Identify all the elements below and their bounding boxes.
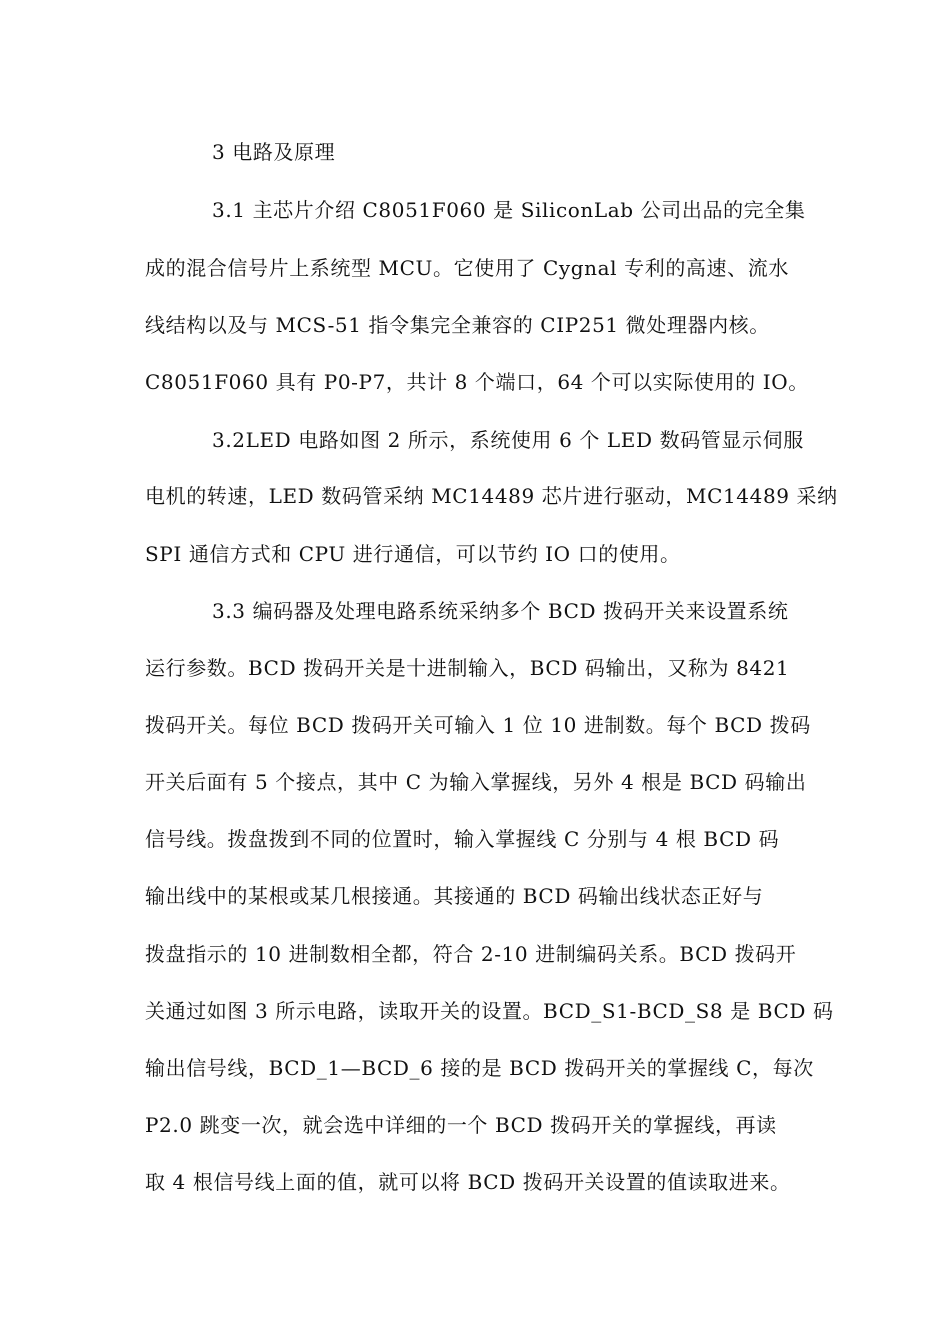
paragraph-line: 输出信号线，BCD_1—BCD_6 接的是 BCD 拨码开关的掌握线 C，每次 <box>145 1056 814 1080</box>
paragraph-line: 运行参数。BCD 拨码开关是十进制输入，BCD 码输出，又称为 8421 <box>145 656 790 680</box>
paragraph-line: C8051F060 具有 P0-P7，共计 8 个端口，64 个可以实际使用的 IO。 <box>145 370 809 394</box>
paragraph-line: SPI 通信方式和 CPU 进行通信，可以节约 IO 口的使用。 <box>145 542 681 566</box>
paragraph-line: 输出线中的某根或某几根接通。其接通的 BCD 码输出线状态正好与 <box>145 884 764 908</box>
paragraph-line: 开关后面有 5 个接点，其中 C 为输入掌握线，另外 4 根是 BCD 码输出 <box>145 770 807 794</box>
paragraph-line: 3.3 编码器及处理电路系统采纳多个 BCD 拨码开关来设置系统 <box>212 599 789 623</box>
paragraph-line: 成的混合信号片上系统型 MCU。它使用了 Cygnal 专利的高速、流水 <box>145 256 789 280</box>
paragraph-line: 取 4 根信号线上面的值，就可以将 BCD 拨码开关设置的值读取进来。 <box>145 1170 791 1194</box>
paragraph-line: P2.0 跳变一次，就会选中详细的一个 BCD 拨码开关的掌握线，再读 <box>145 1113 777 1137</box>
paragraph-line: 线结构以及与 MCS-51 指令集完全兼容的 CIP251 微处理器内核。 <box>145 313 770 337</box>
paragraph-line: 关通过如图 3 所示电路，读取开关的设置。BCD_S1-BCD_S8 是 BCD 码 <box>145 999 834 1023</box>
paragraph-line: 3.2LED 电路如图 2 所示，系统使用 6 个 LED 数码管显示伺服 <box>212 428 804 452</box>
paragraph-line: 电机的转速，LED 数码管采纳 MC14489 芯片进行驱动，MC14489 采纳 <box>145 484 838 508</box>
section-heading: 3 电路及原理 <box>212 140 336 164</box>
paragraph-line: 信号线。拨盘拨到不同的位置时，输入掌握线 C 分别与 4 根 BCD 码 <box>145 827 780 851</box>
paragraph-line: 拨码开关。每位 BCD 拨码开关可输入 1 位 10 进制数。每个 BCD 拨码 <box>145 713 811 737</box>
paragraph-line: 3.1 主芯片介绍 C8051F060 是 SiliconLab 公司出品的完全集 <box>212 198 806 222</box>
paragraph-line: 拨盘指示的 10 进制数相全都，符合 2-10 进制编码关系。BCD 拨码开 <box>145 942 797 966</box>
